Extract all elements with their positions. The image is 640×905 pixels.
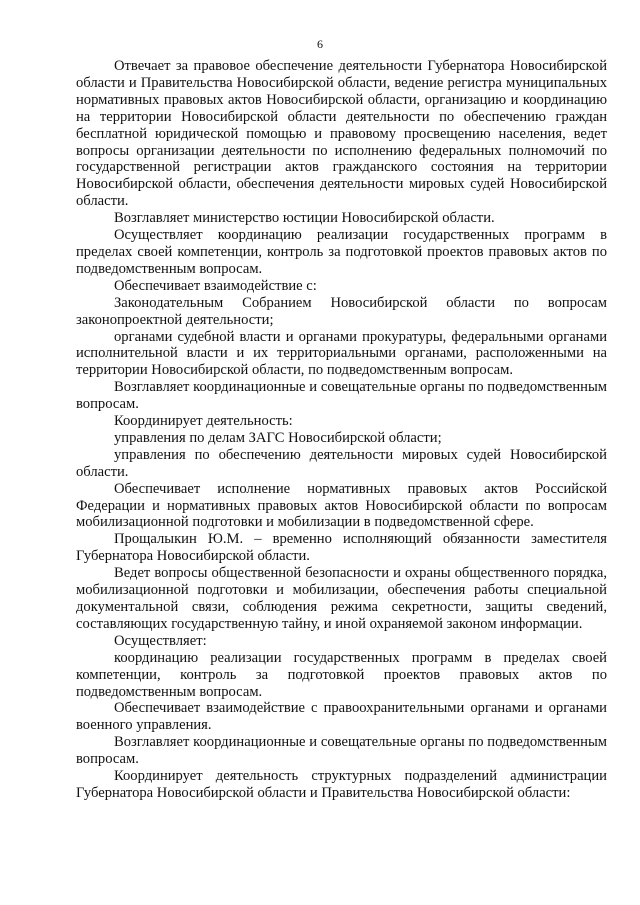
paragraph: Обеспечивает взаимодействие с:: [114, 277, 317, 294]
paragraph: Обеспечивает взаимодействие с правоохранительными органами и органами военного управления.: [76, 700, 607, 734]
paragraph: Прощалыкин Ю.М. – временно исполняющий обязанности заместителя Губернатора Новосибирской области.: [76, 531, 607, 565]
paragraph: Возглавляет координационные и совещательные органы по подведомственным вопросам.: [76, 379, 607, 413]
paragraph: управления по обеспечению деятельности мировых судей Новосибирской области.: [76, 446, 607, 480]
paragraph: органами судебной власти и органами прокуратуры, федеральными органами исполнительной власти и их территориальными органами, расположенными на территории Новосибирской области, по подведомственным вопросам.: [76, 328, 607, 379]
paragraph: координацию реализации государственных программ в пределах своей компетенции, контроль за подготовкой проектов правовых актов по подведомственным вопросам.: [76, 649, 607, 700]
document-body: [76, 58, 607, 802]
paragraph: Отвечает за правовое обеспечение деятельности Губернатора Новосибирской области и Правительства Новосибирской области, ведение регистра муниципальных нормативных правовых актов Новосибирской области, организацию и координацию на территории Новосибирской области деятельности по обеспечению граждан бесплатной юридической помощью и правовому просвещению населения, ведет вопросы организации деятельности по исполнению федеральных полномочий по государственной регистрации актов гражданского состояния на территории Новосибирской области, обеспечения деятельности мировых судей Новосибирской области.: [76, 58, 607, 210]
paragraph: управления по делам ЗАГС Новосибирской области;: [114, 429, 442, 446]
paragraph: Осуществляет координацию реализации государственных программ в пределах своей компетенции, контроль за подготовкой проектов правовых актов по подведомственным вопросам.: [76, 227, 607, 277]
paragraph: Координирует деятельность:: [114, 413, 293, 430]
paragraph: Возглавляет координационные и совещательные органы по подведомственным вопросам.: [76, 734, 607, 768]
paragraph: Обеспечивает исполнение нормативных правовых актов Российской Федерации и нормативных правовых актов Новосибирской области по вопросам мобилизационной подготовки и мобилизации в подведомственной сфере.: [76, 480, 607, 531]
page-number: 6: [317, 37, 323, 51]
paragraph: Ведет вопросы общественной безопасности и охраны общественного порядка, мобилизационной подготовки и мобилизации, обеспечения работы специальной документальной связи, соблюдения режима секретности, защиты сведений, составляющих государственную тайну, и иной охраняемой законом информации.: [76, 565, 607, 632]
paragraph: Координирует деятельность структурных подразделений администрации Губернатора Новосибирской области и Правительства Новосибирской области:: [76, 768, 607, 801]
paragraph: Возглавляет министерство юстиции Новосибирской области.: [114, 210, 495, 227]
paragraph: Осуществляет:: [114, 632, 207, 649]
paragraph: Законодательным Собранием Новосибирской области по вопросам законопроектной деятельности;: [76, 294, 607, 328]
